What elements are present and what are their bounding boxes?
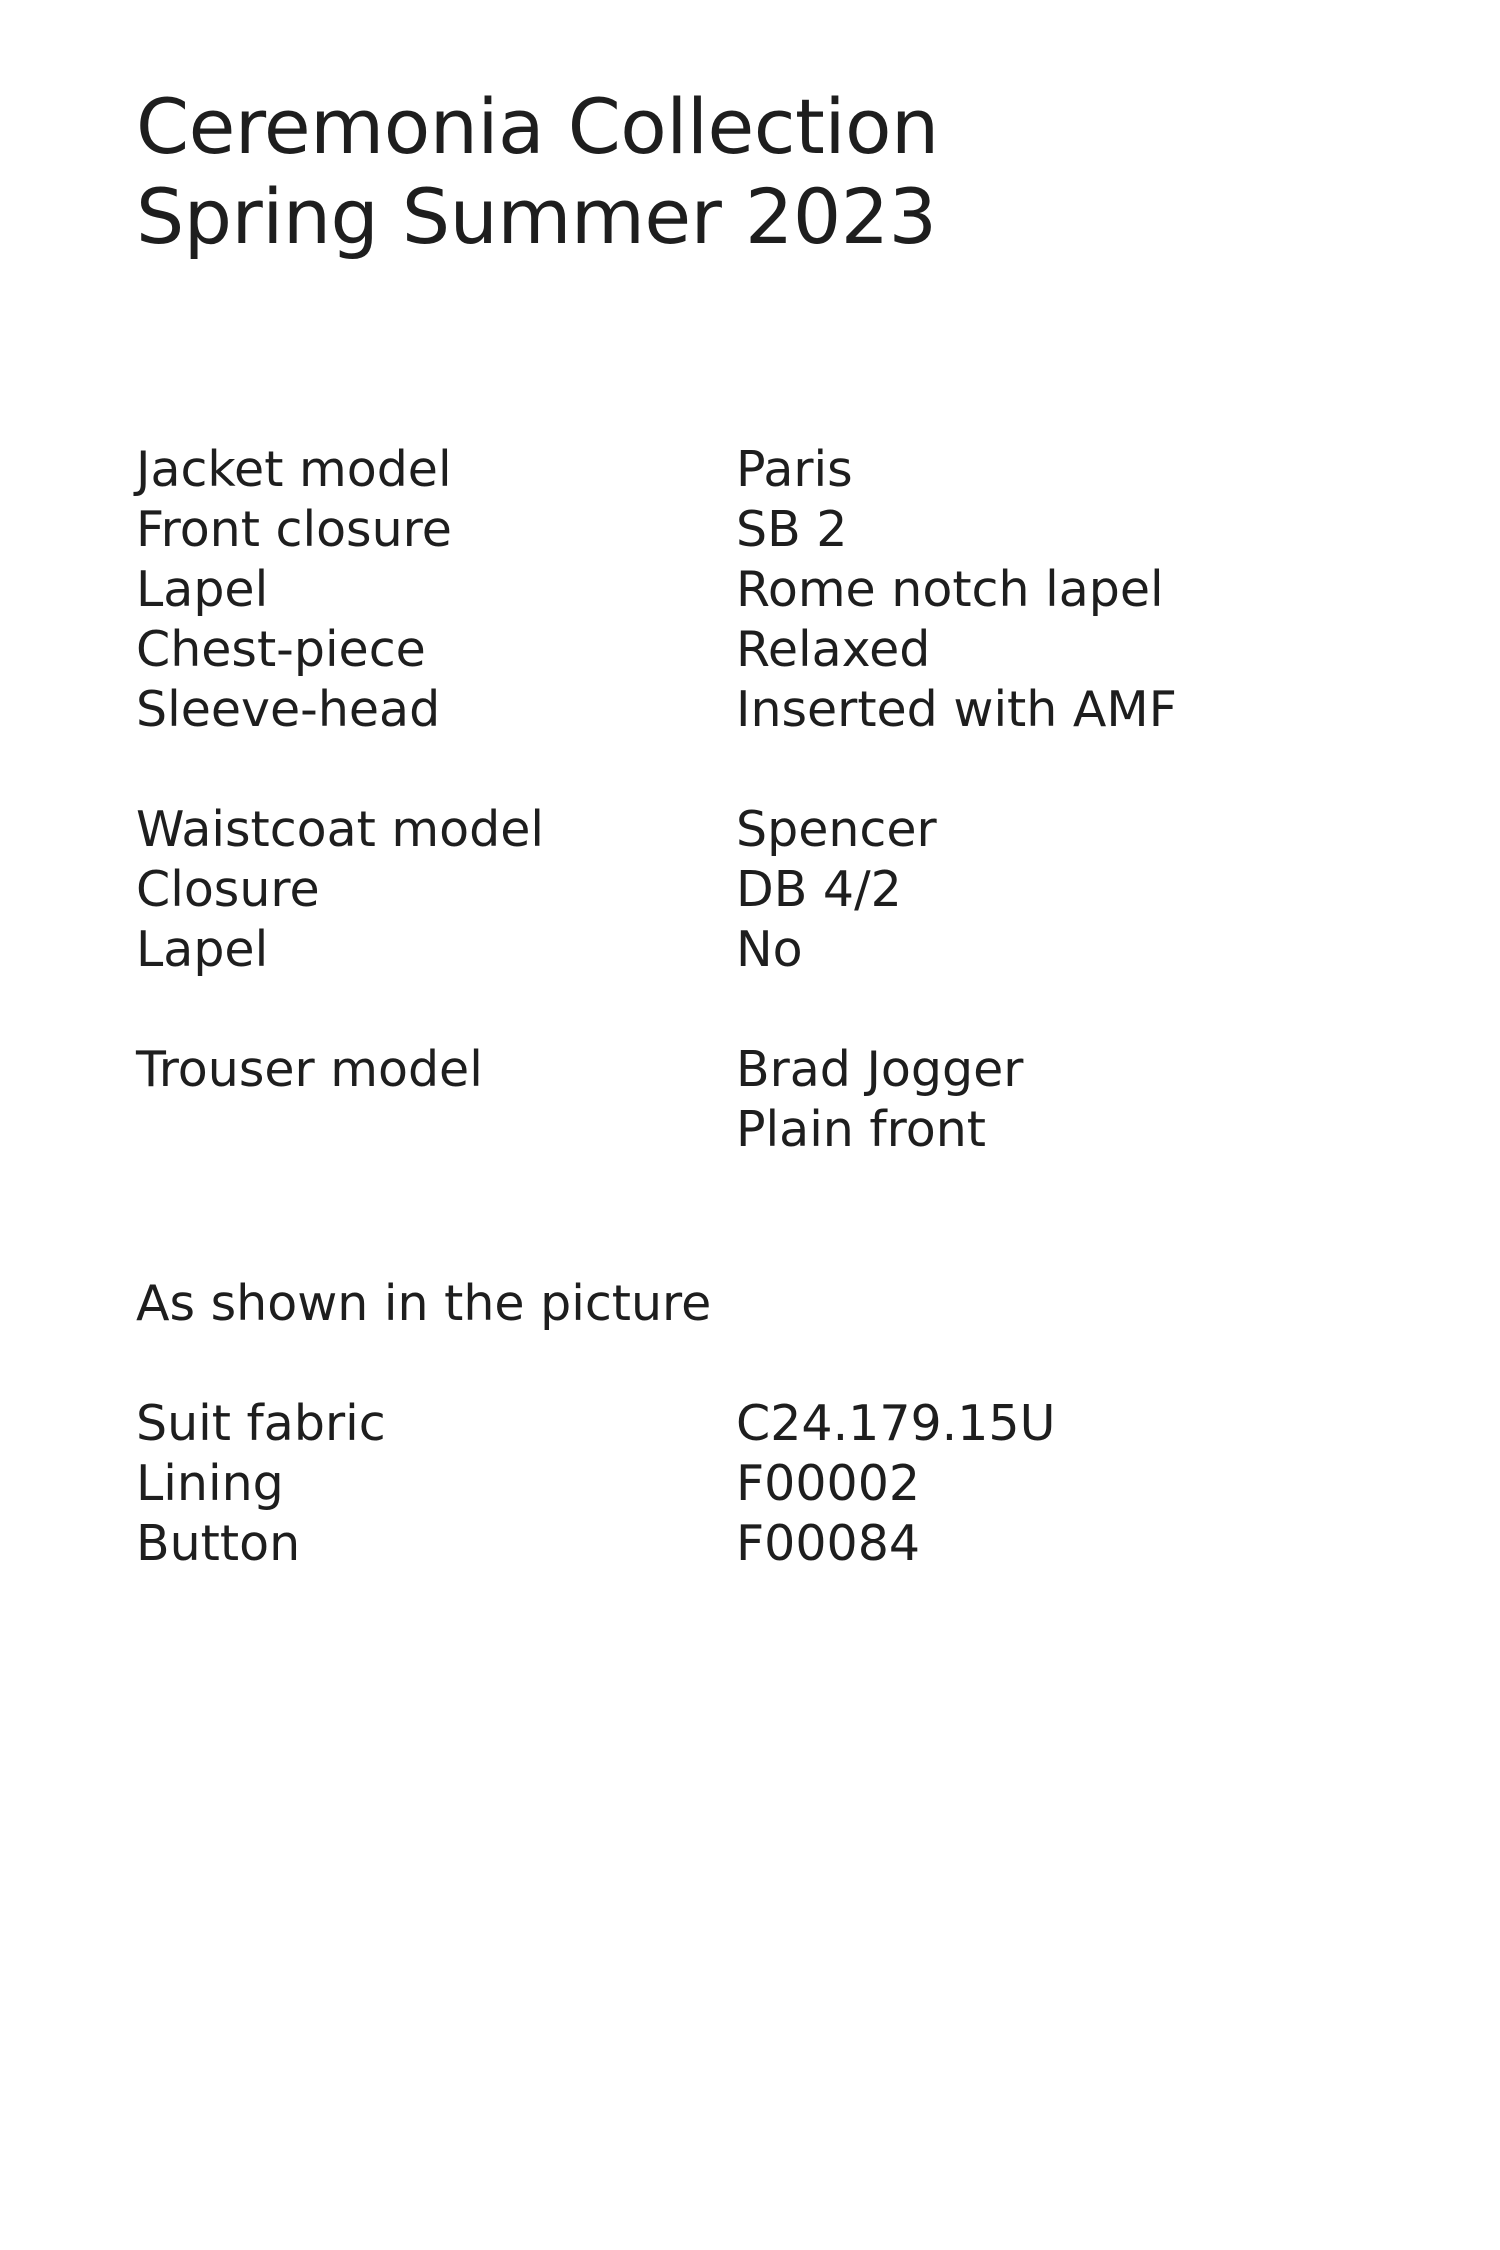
spec-row-lapel: [136, 560, 1336, 620]
spec-value: Rome notch lapel: [736, 561, 1164, 618]
spec-value: Relaxed: [736, 621, 931, 678]
collection-name: Ceremonia Collection: [136, 82, 939, 171]
spec-value: F00084: [736, 1515, 921, 1572]
spec-label: Jacket model: [136, 441, 452, 498]
spec-row-trouser-model: [136, 1040, 1336, 1100]
spec-value: F00002: [736, 1455, 921, 1512]
spec-value: Brad Jogger: [736, 1041, 1024, 1098]
spec-label: Lapel: [136, 921, 269, 978]
jacket-spec-section: [136, 440, 1336, 740]
spec-label: Sleeve-head: [136, 681, 441, 738]
spec-row-chest-piece: [136, 620, 1336, 680]
spec-value: Paris: [736, 441, 853, 498]
materials-spec-section: [136, 1394, 1336, 1574]
page-title: [136, 82, 939, 262]
spec-label: Closure: [136, 861, 320, 918]
spec-value: DB 4/2: [736, 861, 902, 918]
spec-label: Lapel: [136, 561, 269, 618]
spec-row-button: [136, 1514, 1336, 1574]
spec-label: Button: [136, 1515, 301, 1572]
waistcoat-spec-section: [136, 800, 1336, 980]
spec-row-trouser-front: [136, 1100, 1336, 1160]
spec-label: Waistcoat model: [136, 801, 545, 858]
spec-label: Suit fabric: [136, 1395, 386, 1452]
spec-row-sleeve-head: [136, 680, 1336, 740]
season-name: Spring Summer 2023: [136, 172, 937, 261]
spec-row-lining: [136, 1454, 1336, 1514]
spec-value: No: [736, 921, 803, 978]
picture-note: As shown in the picture: [136, 1275, 712, 1332]
spec-label: Lining: [136, 1455, 284, 1512]
spec-row-closure: [136, 860, 1336, 920]
spec-value: Inserted with AMF: [736, 681, 1177, 738]
spec-row-suit-fabric: [136, 1394, 1336, 1454]
spec-label: Trouser model: [136, 1041, 483, 1098]
spec-label: Chest-piece: [136, 621, 426, 678]
spec-row-waistcoat-lapel: [136, 920, 1336, 980]
spec-value: Plain front: [736, 1101, 987, 1158]
spec-label: Front closure: [136, 501, 452, 558]
spec-row-jacket-model: [136, 440, 1336, 500]
spec-row-waistcoat-model: [136, 800, 1336, 860]
spec-row-front-closure: [136, 500, 1336, 560]
trouser-spec-section: [136, 1040, 1336, 1160]
spec-value: SB 2: [736, 501, 848, 558]
spec-value: Spencer: [736, 801, 937, 858]
spec-value: C24.179.15U: [736, 1395, 1056, 1452]
